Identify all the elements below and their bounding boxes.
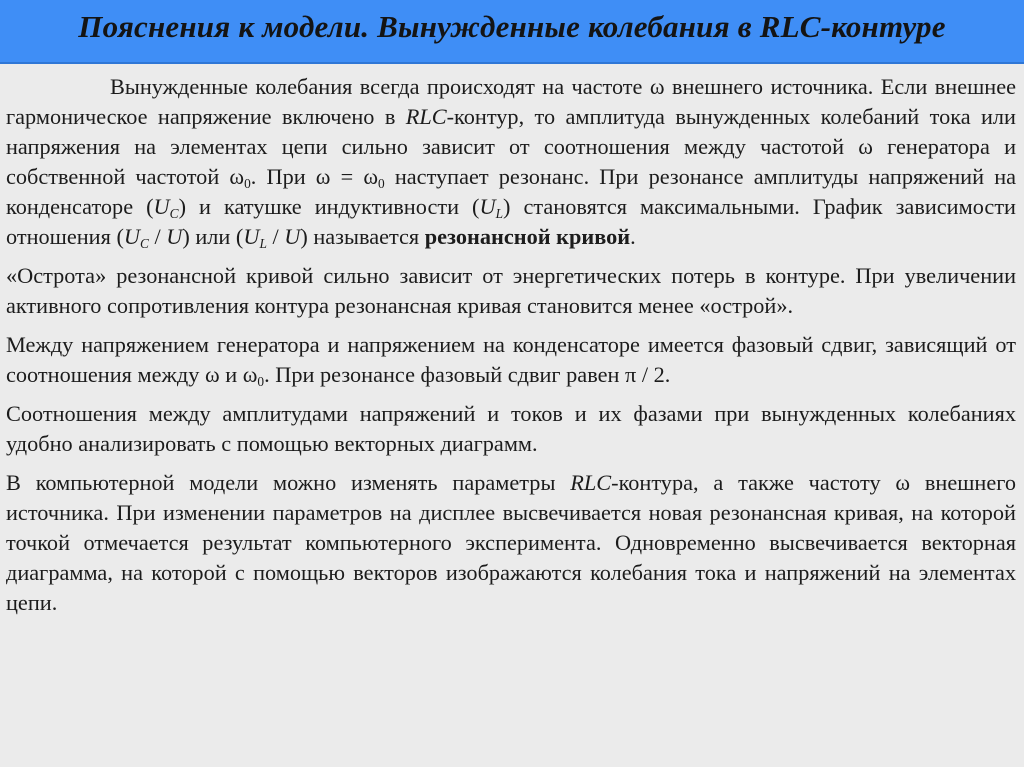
paragraph-5: В компьютерной модели можно изменять параметры RLC-контура, а также частоту ω внешнего источника. При изменении параметров на дисплее высвечивается новая резонансная кривая, на которой точкой отмечается результат компьютерного эксперимента. Одновременно высвечивается векторная диаграмма, на которой с помощью векторов изображаются колебания тока и напряжений на элементах цепи. [6,470,1017,615]
resonance-curve-term: резонансной кривой [424,224,631,249]
slide-body [6,72,1016,627]
paragraph-1: Вынужденные колебания всегда происходят на частоте ω внешнего источника. Если внешнее гармоническое напряжение включено в RLC-контур, то амплитуда вынужденных колебаний тока или напряжения на элементах цепи сильно зависит от соотношения между частотой ω генератора и собственной частотой $\omega_0$. При $\omega = \omega_0$ наступает резонанс. При резонансе амплитуды напряжений на конденсаторе $(U_C)$ и катушке индуктивности $(U_L)$ становятся максимальными. График зависимости отношения $(U_C / U)$ или $(U_L / U)$ называется резонансной кривой. [6,74,1017,251]
slide-title: Пояснения к модели. Вынужденные колебания в RLC-контуре [78,9,946,44]
paragraph-3: Между напряжением генератора и напряжением на конденсаторе имеется фазовый сдвиг, зависящий от соотношения между ω и $\omega_0$. При резонансе фазовый сдвиг равен π / 2. [6,332,1016,389]
title-bar [0,0,1024,64]
paragraph-2: «Острота» резонансной кривой сильно зависит от энергетических потерь в контуре. При увеличении активного сопротивления контура резонансная кривая становится менее «острой». [6,263,1016,318]
paragraph-4: Соотношения между амплитудами напряжений и токов и их фазами при вынужденных колебаниях удобно анализировать с помощью векторных диаграмм. [6,401,1016,456]
